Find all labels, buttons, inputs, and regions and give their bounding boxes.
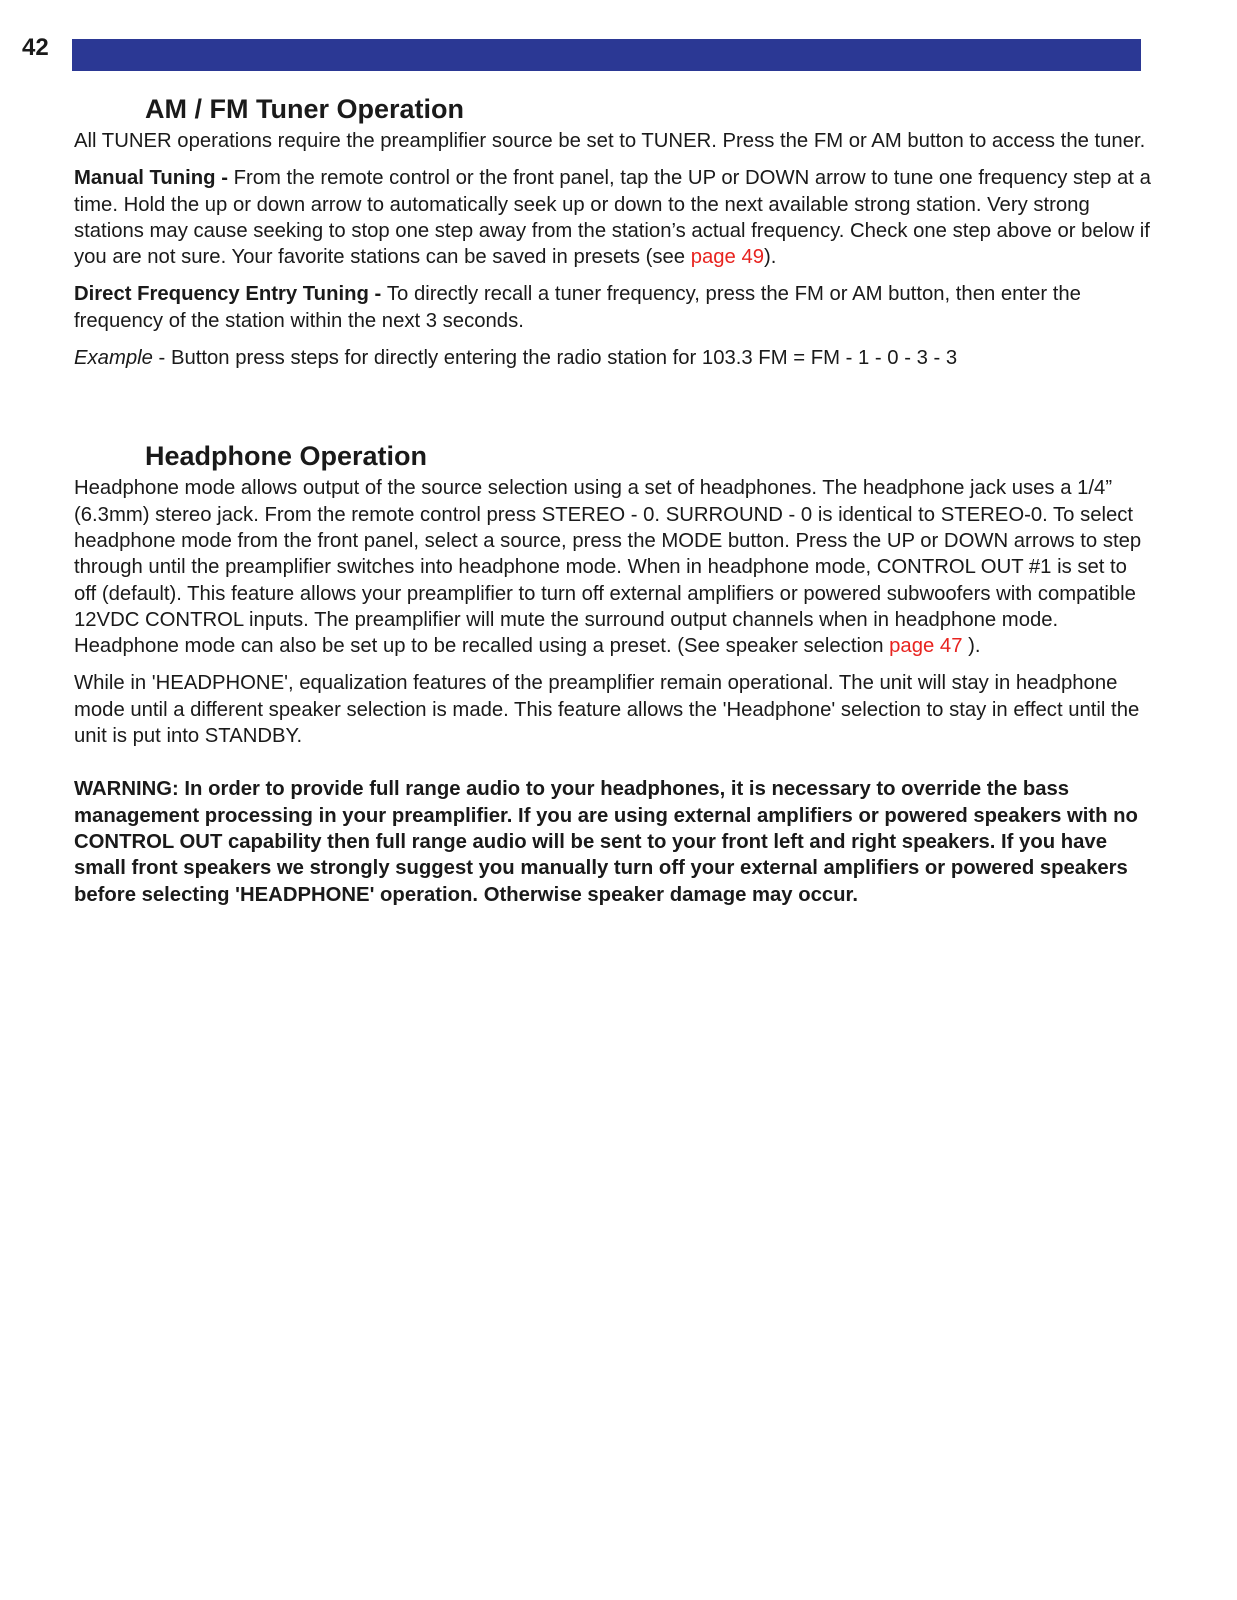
direct-entry-text: To directly recall a tuner frequency, press the FM or AM button, then enter the frequency of the station within the next 3 seconds. — [74, 283, 1081, 332]
header-bar — [72, 39, 1141, 71]
page-49-link[interactable]: page 49 — [690, 246, 764, 269]
headphone-section-title: Headphone Operation — [145, 441, 428, 472]
headphone-paragraph-2: While in 'HEADPHONE', equalization features of the preamplifier remain operational. The unit will stay in headphone mode until a different speaker selection is made. This feature allows the 'Headphone' selection to stay in effect until the unit is put into STANDBY. — [74, 672, 1140, 748]
tuner-section-title: AM / FM Tuner Operation — [145, 94, 464, 124]
manual-tuning-label: Manual Tuning - — [74, 167, 234, 190]
headphone-text-1-end: ). — [962, 635, 981, 658]
direct-entry-label: Direct Frequency Entry Tuning - — [74, 283, 387, 306]
page-number: 42 — [22, 34, 49, 61]
manual-tuning-paragraph — [74, 165, 1154, 270]
headphone-text-1: Headphone mode allows output of the source selection using a set of headphones. The headphone jack uses a 1/4” (6.3mm) stereo jack. From the remote control press STEREO - 0. SURROUND - 0 is identical to STEREO-0. To select headphone mode from the front panel, select a source, press the MODE button. Press the UP or DOWN arrows to step through until the preamplifier switches into headphone mode. When in headphone mode, CONTROL OUT #1 is set to off (default). This feature allows your preamplifier to turn off external amplifiers or powered subwoofers with compatible 12VDC CONTROL inputs. The preamplifier will mute the surround output channels when in headphone mode. Headphone mode can also be set up to be recalled using a preset. (See speaker selection — [74, 477, 1142, 658]
example-paragraph — [74, 345, 1154, 371]
example-text: - Button press steps for directly entering the radio station for 103.3 FM = FM - 1 - 0 - 3 - 3 — [152, 347, 958, 370]
direct-entry-paragraph — [74, 281, 1154, 334]
manual-tuning-text: From the remote control or the front panel, tap the UP or DOWN arrow to tune one frequency step at a time. Hold the up or down arrow to automatically seek up or down to the next available strong station. Very strong stations may cause seeking to stop one step away from the station’s actual frequency. Check one step above or below if you are not sure. Your favorite stations can be saved in presets (see — [74, 167, 1151, 269]
example-label: Example — [74, 347, 153, 370]
headphone-paragraph-1 — [74, 475, 1154, 659]
page-47-link[interactable]: page 47 — [889, 635, 963, 658]
page-content — [74, 90, 1154, 919]
tuner-intro: All TUNER operations require the preamplifier source be set to TUNER. Press the FM or AM button to access the tuner. — [74, 130, 1146, 152]
manual-tuning-end: ). — [764, 246, 777, 269]
warning-paragraph: WARNING: In order to provide full range audio to your headphones, it is necessary to override the bass management processing in your preamplifier. If you are using external amplifiers or powered speakers with no CONTROL OUT capability then full range audio will be sent to your front left and right speakers. If you have small front speakers we strongly suggest you manually turn off your external amplifiers or powered speakers before selecting 'HEADPHONE' operation. Otherwise speaker damage may occur. — [74, 778, 1138, 906]
